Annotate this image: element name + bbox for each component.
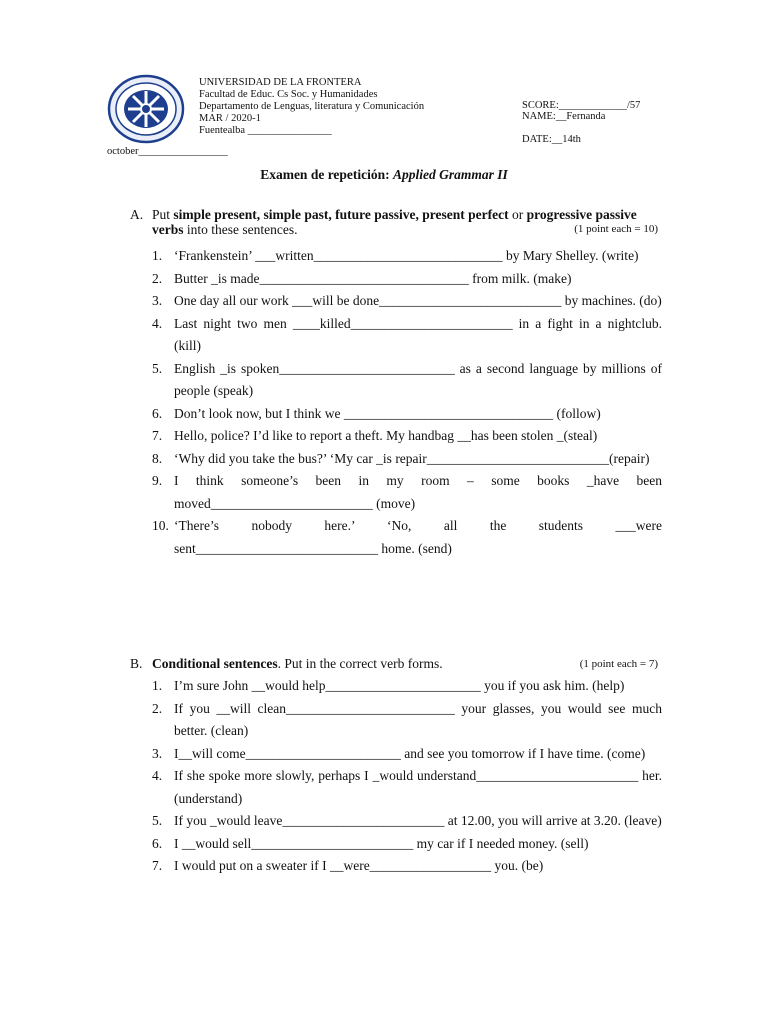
- exercise-number: 3.: [152, 745, 163, 761]
- faculty-name: Facultad de Educ. Cs Soc. y Humanidades: [199, 89, 378, 100]
- section-b-heading: [130, 656, 662, 674]
- section-a-letter: A.: [130, 207, 144, 222]
- exercise-number: 9.: [152, 473, 163, 488]
- exercise-item: [152, 425, 662, 448]
- exercise-item: [152, 765, 662, 810]
- exercise-sentence: English _is spoken__________________________ as a second language by millions of people (speak): [174, 360, 662, 398]
- exercise-sentence: I would put on a sweater if I __were__________________ you. (be): [174, 858, 544, 873]
- section-b-title: Conditional sentences: [152, 656, 278, 671]
- section-a-or: or: [508, 207, 527, 222]
- section-a-points: (1 point each = 10): [574, 223, 658, 235]
- exercise-number: 8.: [152, 450, 163, 466]
- exercise-number: 5.: [152, 360, 163, 376]
- exercise-sentence: If you _would leave________________________ at 12.00, you will arrive at 3.20. (leave): [174, 813, 662, 828]
- exercise-item: [152, 470, 662, 515]
- exercise-sentence: ‘Frankenstein’ ___written____________________________ by Mary Shelley. (write): [174, 248, 639, 263]
- exercise-sentence: I’m sure John __would help_______________________ you if you ask him. (help): [174, 678, 625, 693]
- exercise-sentence: ‘Why did you take the bus?’ ‘My car _is repair___________________________(repair): [174, 450, 650, 466]
- exercise-item: [152, 313, 662, 358]
- exercise-item: [152, 290, 662, 313]
- exercise-item: [152, 515, 662, 560]
- score-field: SCORE:_____________/57: [522, 100, 641, 111]
- section-a-put: Put: [152, 207, 174, 222]
- exercise-item: [152, 403, 662, 426]
- course-code: MAR / 2020-1: [199, 113, 261, 124]
- exercise-sentence: If she spoke more slowly, perhaps I _would understand________________________ her. (understand): [174, 768, 662, 806]
- exercise-number: 7.: [152, 858, 163, 873]
- section-a-progressive: progressive passive verbs: [152, 207, 637, 237]
- exercise-item: [152, 245, 662, 268]
- section-b-rest: . Put in the correct verb forms.: [277, 656, 443, 671]
- exercise-sentence: One day all our work ___will be done___________________________ by machines. (do): [174, 293, 662, 308]
- exercise-item: [152, 833, 662, 856]
- section-a-rest: into these sentences.: [183, 222, 298, 237]
- exercise-number: 5.: [152, 813, 163, 828]
- exercise-number: 3.: [152, 293, 163, 308]
- exercise-number: 6.: [152, 835, 163, 851]
- section-a-heading: [130, 207, 662, 239]
- exercise-item: [152, 743, 662, 766]
- section-a-tenses: simple present, simple past, future passive, present perfect: [173, 207, 509, 222]
- university-name: UNIVERSIDAD DE LA FRONTERA: [199, 77, 362, 88]
- exam-title-course: Applied Grammar II: [393, 167, 508, 182]
- exercise-sentence: If you __will clean_________________________ your glasses, you would see much better. (clean): [174, 700, 662, 738]
- exercise-item: [152, 448, 662, 471]
- section-b-points: (1 point each = 7): [579, 658, 658, 670]
- exam-title: [0, 167, 768, 183]
- exercise-item: [152, 268, 662, 291]
- exercise-item: [152, 675, 662, 698]
- university-logo-icon: [107, 74, 185, 144]
- section-b-items: [152, 675, 662, 878]
- october-line: october_________________: [107, 146, 228, 157]
- exercise-item: [152, 855, 662, 878]
- exercise-sentence: Butter _is made_______________________________ from milk. (make): [174, 270, 572, 286]
- teacher-line: Fuentealba ________________: [199, 125, 332, 136]
- section-b-letter: B.: [130, 656, 143, 671]
- date-field: DATE:__14th: [522, 134, 581, 145]
- exercise-number: 7.: [152, 428, 163, 443]
- exercise-number: 2.: [152, 270, 163, 286]
- exercise-item: [152, 698, 662, 743]
- exercise-item: [152, 810, 662, 833]
- exercise-item: [152, 358, 662, 403]
- exam-title-prefix: Examen de repetición:: [260, 167, 394, 182]
- institution-header: [199, 77, 424, 137]
- exercise-sentence: ‘There’s nobody here.’ ‘No, all the students ___were sent___________________________ home. (send): [174, 518, 662, 556]
- exercise-sentence: Last night two men ____killed________________________ in a fight in a nightclub. (kill): [174, 315, 662, 353]
- exercise-number: 4.: [152, 768, 163, 783]
- exercise-sentence: I think someone’s been in my room – some books _have been moved________________________ (move): [174, 473, 662, 511]
- name-field: NAME:__Fernanda: [522, 111, 606, 122]
- exercise-number: 6.: [152, 405, 163, 421]
- exercise-number: 1.: [152, 248, 163, 263]
- exercise-sentence: I__will come_______________________ and see you tomorrow if I have time. (come): [174, 745, 646, 761]
- section-a-items: [152, 245, 662, 560]
- exercise-number: 2.: [152, 700, 163, 716]
- exercise-sentence: Don’t look now, but I think we _______________________________ (follow): [174, 405, 601, 421]
- exercise-number: 4.: [152, 315, 163, 331]
- exercise-sentence: I __would sell________________________ my car if I needed money. (sell): [174, 835, 589, 851]
- exercise-number: 10.: [152, 518, 169, 533]
- department-name: Departamento de Lenguas, literatura y Comunicación: [199, 101, 425, 112]
- exercise-number: 1.: [152, 678, 163, 693]
- exercise-sentence: Hello, police? I’d like to report a theft. My handbag __has been stolen _(steal): [174, 428, 598, 443]
